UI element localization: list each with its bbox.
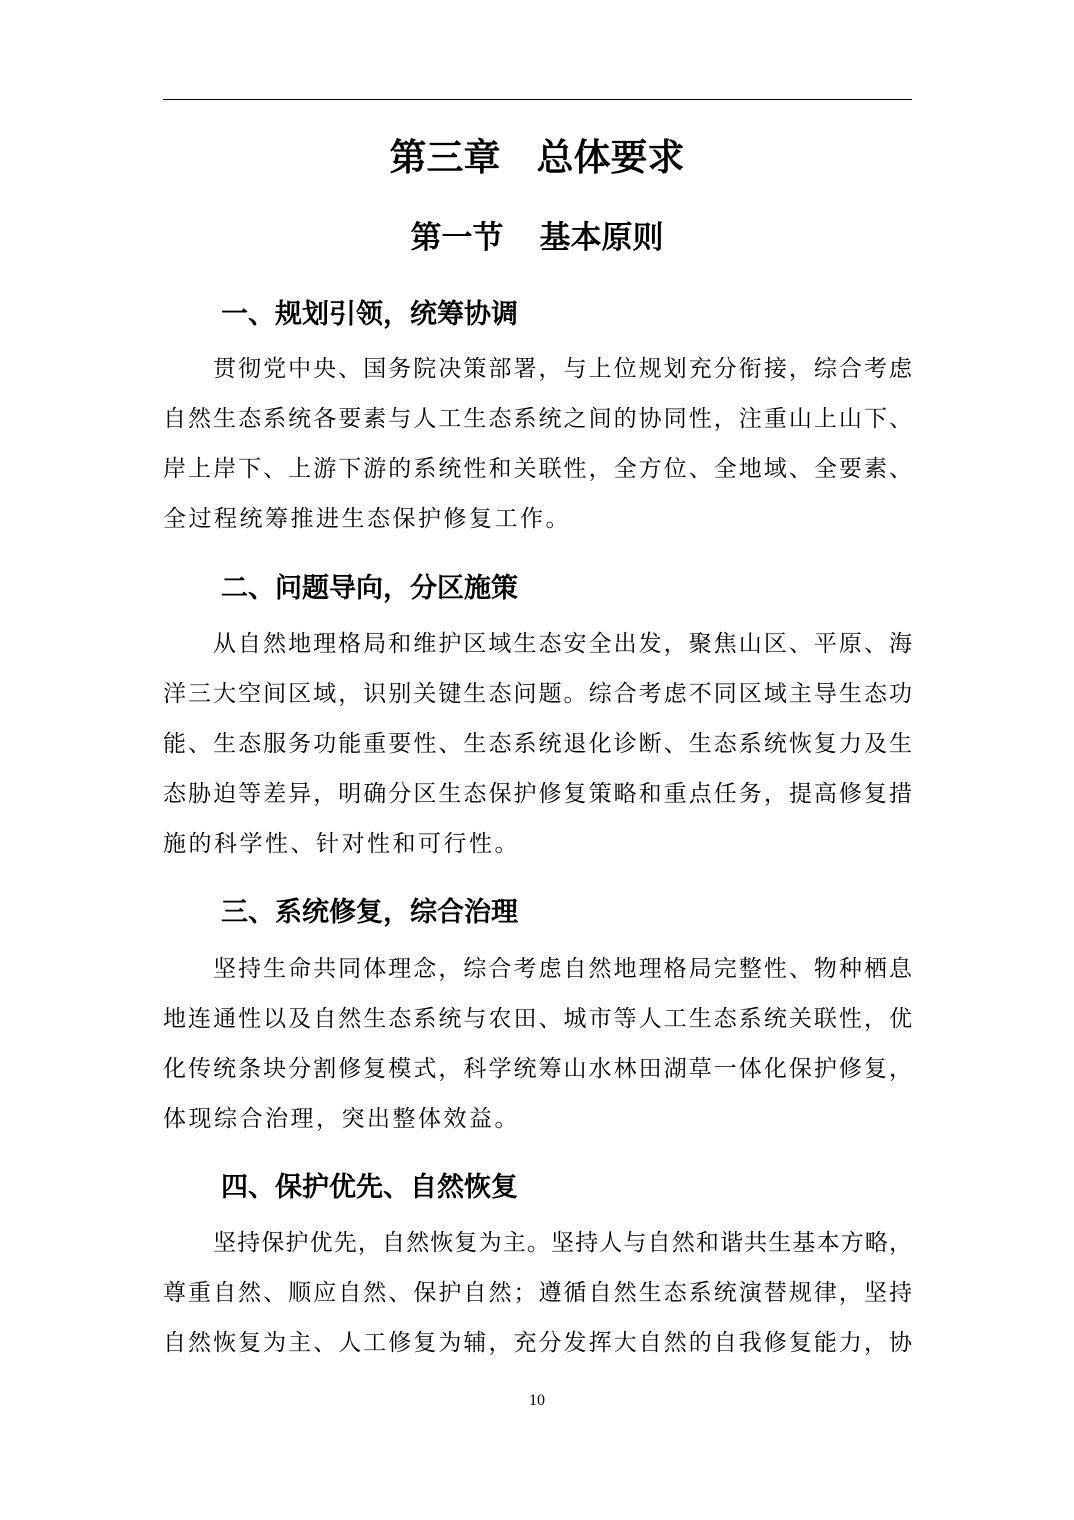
paragraph-line: 洋三大空间区域，识别关键生态问题。综合考虑不同区域主导生态功	[163, 681, 912, 707]
principle-paragraph-2	[163, 619, 912, 869]
paragraph-line: 自然恢复为主、人工修复为辅，充分发挥大自然的自我修复能力，协	[163, 1330, 912, 1356]
paragraph-line: 化传统条块分割修复模式，科学统筹山水林田湖草一体化保护修复，	[163, 1056, 912, 1082]
paragraph-line: 坚持保护优先，自然恢复为主。坚持人与自然和谐共生基本方略，	[213, 1230, 912, 1256]
principle-heading-1: 一、规划引领，统筹协调	[221, 299, 518, 330]
principle-heading-3: 三、系统修复，综合治理	[221, 897, 518, 928]
paragraph-line: 尊重自然、顺应自然、保护自然；遵循自然生态系统演替规律，坚持	[163, 1280, 912, 1306]
paragraph-line: 自然生态系统各要素与人工生态系统之间的协同性，注重山上山下、	[163, 406, 912, 432]
section-title	[0, 215, 1074, 261]
paragraph-line: 贯彻党中央、国务院决策部署，与上位规划充分衔接，综合考虑	[213, 356, 912, 382]
principle-paragraph-3	[163, 944, 912, 1144]
principle-paragraph-1	[163, 344, 912, 544]
paragraph-line: 坚持生命共同体理念，综合考虑自然地理格局完整性、物种栖息	[213, 956, 912, 982]
principle-heading-2: 二、问题导向，分区施策	[221, 573, 518, 604]
principle-paragraph-4	[163, 1218, 912, 1368]
principle-heading-4: 四、保护优先、自然恢复	[221, 1172, 518, 1203]
paragraph-line: 能、生态服务功能重要性、生态系统退化诊断、生态系统恢复力及生	[163, 731, 912, 757]
paragraph-line: 体现综合治理，突出整体效益。	[163, 1106, 520, 1132]
paragraph-line: 施的科学性、针对性和可行性。	[163, 831, 520, 857]
header-rule	[163, 99, 912, 100]
chapter-name: 总体要求	[536, 136, 685, 179]
section-name: 基本原则	[539, 220, 664, 256]
paragraph-line: 态胁迫等差异，明确分区生态保护修复策略和重点任务，提高修复措	[163, 781, 912, 807]
chapter-title	[0, 132, 1074, 184]
chapter-number: 第三章	[389, 136, 501, 179]
paragraph-line: 全过程统筹推进生态保护修复工作。	[163, 506, 571, 532]
paragraph-line: 从自然地理格局和维护区域生态安全出发，聚焦山区、平原、海	[213, 631, 912, 657]
paragraph-line: 岸上岸下、上游下游的系统性和关联性，全方位、全地域、全要素、	[163, 456, 912, 482]
paragraph-line: 地连通性以及自然生态系统与农田、城市等人工生态系统关联性，优	[163, 1006, 912, 1032]
page-number: 10	[529, 1392, 545, 1409]
section-number: 第一节	[410, 220, 504, 256]
